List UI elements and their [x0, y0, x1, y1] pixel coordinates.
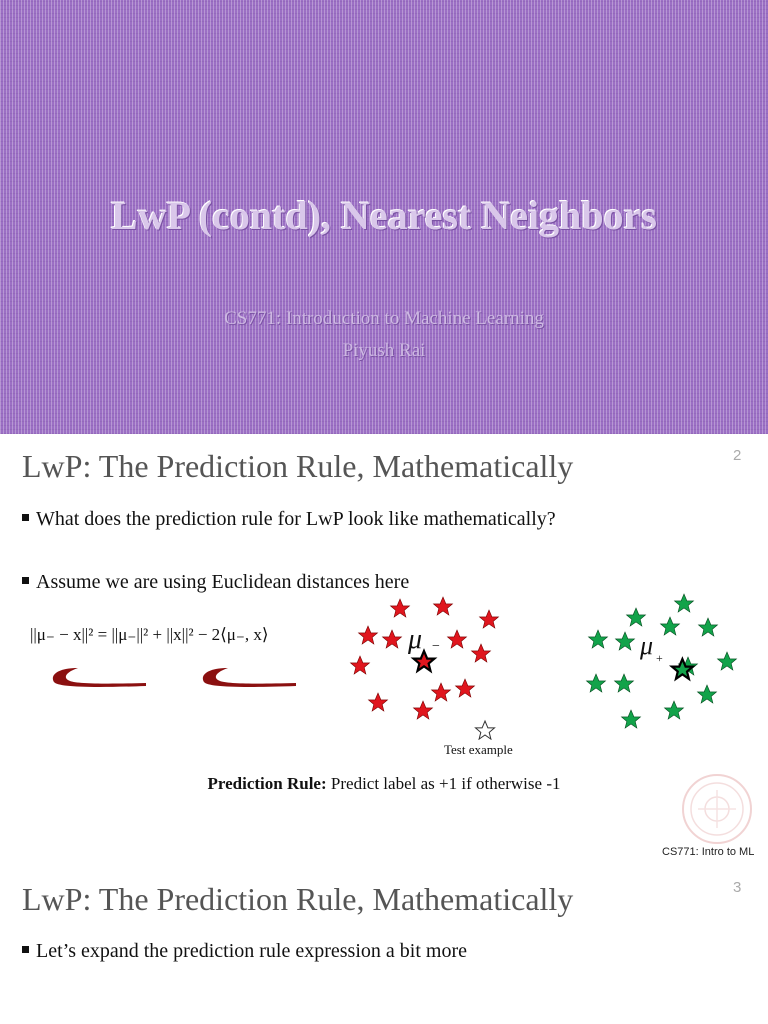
bullet-square-icon — [22, 514, 29, 521]
bullet-square-icon — [22, 577, 29, 584]
institute-seal-icon — [680, 772, 754, 846]
mu-plus-label: μ — [640, 631, 654, 660]
slide3-bullet-1 — [22, 940, 467, 963]
bullet-text: What does the prediction rule for LwP look like mathematically? — [36, 508, 556, 530]
title-slide — [0, 0, 768, 434]
bullet-text: Let’s expand the prediction rule expression a bit more — [36, 940, 467, 962]
author-name: Piyush Rai — [342, 340, 426, 361]
underbrace-swoosh-icon — [198, 664, 303, 690]
slide2-page-number: 2 — [733, 447, 742, 464]
test-example-label: Test example — [444, 742, 513, 757]
slide2-bullet-1 — [22, 508, 556, 531]
prediction-rule — [0, 774, 768, 794]
distance-equation: ||μ₋ − x||² = ||μ₋||² + ||x||² − 2⟨μ₋, x⟩ — [30, 625, 269, 644]
star-clusters-figure — [340, 590, 750, 740]
slide-title-main: LwP (contd), Nearest Neighbors — [111, 193, 657, 238]
course-name: CS771: Introduction to Machine Learning — [224, 308, 544, 329]
underbrace-swoosh-icon — [48, 664, 153, 690]
bullet-square-icon — [22, 946, 29, 953]
mu-plus-subscript: + — [656, 651, 663, 665]
prediction-rule-text: Predict label as +1 if otherwise -1 — [330, 774, 561, 793]
prediction-rule-label: Prediction Rule: — [207, 774, 327, 793]
mu-minus-subscript: − — [432, 639, 440, 654]
slide3-page-number: 3 — [733, 879, 742, 896]
test-example-star-icon — [476, 721, 495, 739]
slide2-footer: CS771: Intro to ML — [662, 846, 755, 858]
bullet-text: Assume we are using Euclidean distances here — [36, 571, 410, 593]
slide2-title: LwP: The Prediction Rule, Mathematically — [22, 448, 574, 484]
slide3-title: LwP: The Prediction Rule, Mathematically — [22, 881, 574, 917]
mu-minus-label: μ — [408, 624, 423, 655]
